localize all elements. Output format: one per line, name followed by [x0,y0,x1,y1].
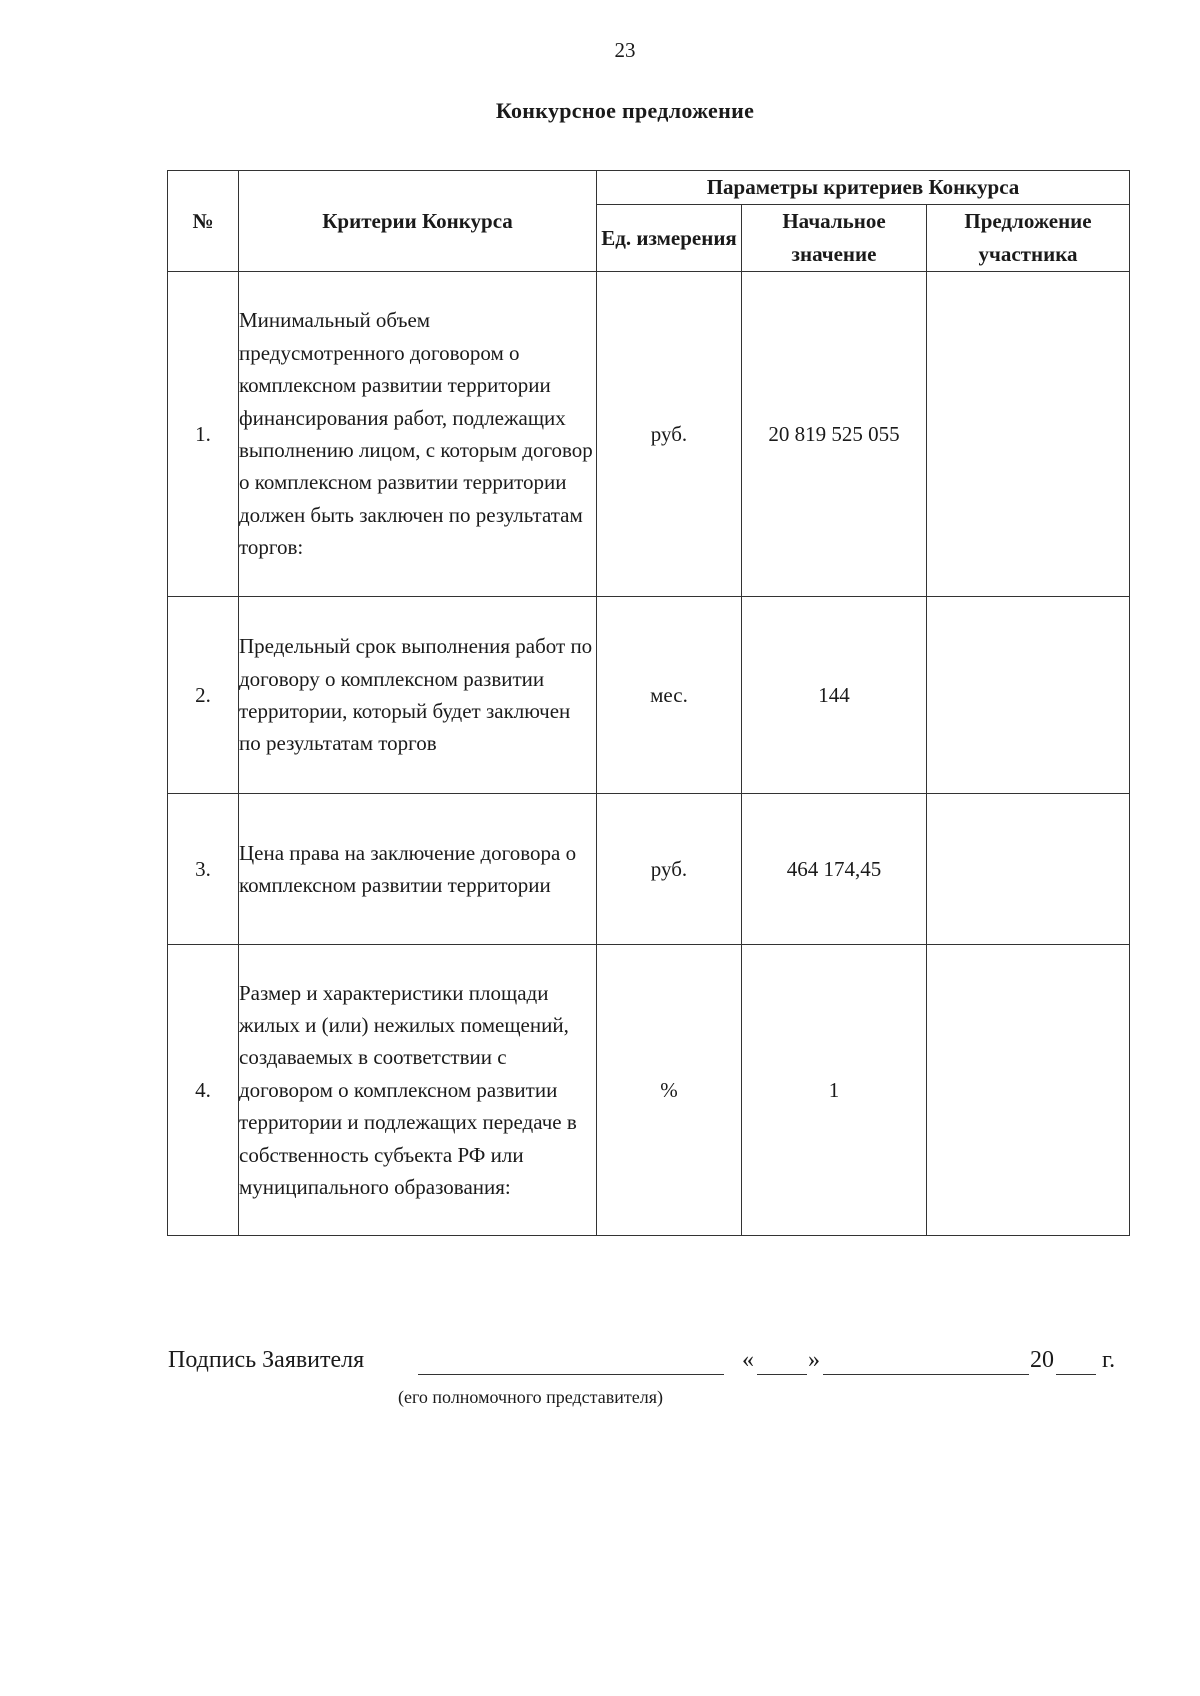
month-field[interactable] [823,1347,1029,1375]
row-unit: % [597,945,742,1236]
criteria-table [167,170,1130,1236]
table-row [168,794,1130,945]
year-suffix: г. [1102,1347,1116,1373]
header-proposal: Предложение участника [927,205,1130,272]
table-row [168,272,1130,597]
row-proposal-field[interactable] [927,945,1130,1236]
year-prefix: 20 [1030,1347,1054,1373]
signature-field[interactable] [418,1347,724,1375]
quote-close: » [808,1347,820,1373]
row-proposal-field[interactable] [927,794,1130,945]
row-proposal-field[interactable] [927,597,1130,794]
table-header-row [168,171,1130,205]
row-initial-value: 464 174,45 [742,794,927,945]
row-initial-value: 144 [742,597,927,794]
header-unit: Ед. измерения [597,205,742,272]
row-unit: руб. [597,272,742,597]
table-row [168,945,1130,1236]
header-number: № [168,171,239,272]
year-field[interactable] [1056,1347,1096,1375]
row-initial-value: 1 [742,945,927,1236]
header-criteria: Критерии Конкурса [239,171,597,272]
signature-line [168,1347,1130,1387]
page-number: 23 [614,38,636,62]
row-criterion: Размер и характеристики площади жилых и (или) нежилых помещений, создаваемых в соответствии с договором о комплексном развитии территории и подлежащих передаче в собственность субъекта РФ или муниципального образования: [239,945,597,1236]
quote-open: « [742,1347,754,1373]
row-criterion: Минимальный объем предусмотренного договором о комплексном развитии территории финансирования работ, подлежащих выполнению лицом, с которым договор о комплексном развитии территории должен быть заключен по результатам торгов: [239,272,597,597]
day-field[interactable] [757,1347,807,1375]
header-params-group: Параметры критериев Конкурса [597,171,1130,205]
header-initial-value: Начальное значение [742,205,927,272]
row-number: 4. [168,945,239,1236]
row-initial-value: 20 819 525 055 [742,272,927,597]
signature-label: Подпись Заявителя [168,1347,365,1373]
row-number: 2. [168,597,239,794]
row-proposal-field[interactable] [927,272,1130,597]
signature-caption: (его полномочного представителя) [398,1387,663,1407]
row-criterion: Цена права на заключение договора о комплексном развитии территории [239,794,597,945]
table-row [168,597,1130,794]
row-unit: руб. [597,794,742,945]
row-criterion: Предельный срок выполнения работ по договору о комплексном развитии территории, который будет заключен по результатам торгов [239,597,597,794]
row-number: 1. [168,272,239,597]
row-number: 3. [168,794,239,945]
document-title: Конкурсное предложение [495,98,755,123]
row-unit: мес. [597,597,742,794]
